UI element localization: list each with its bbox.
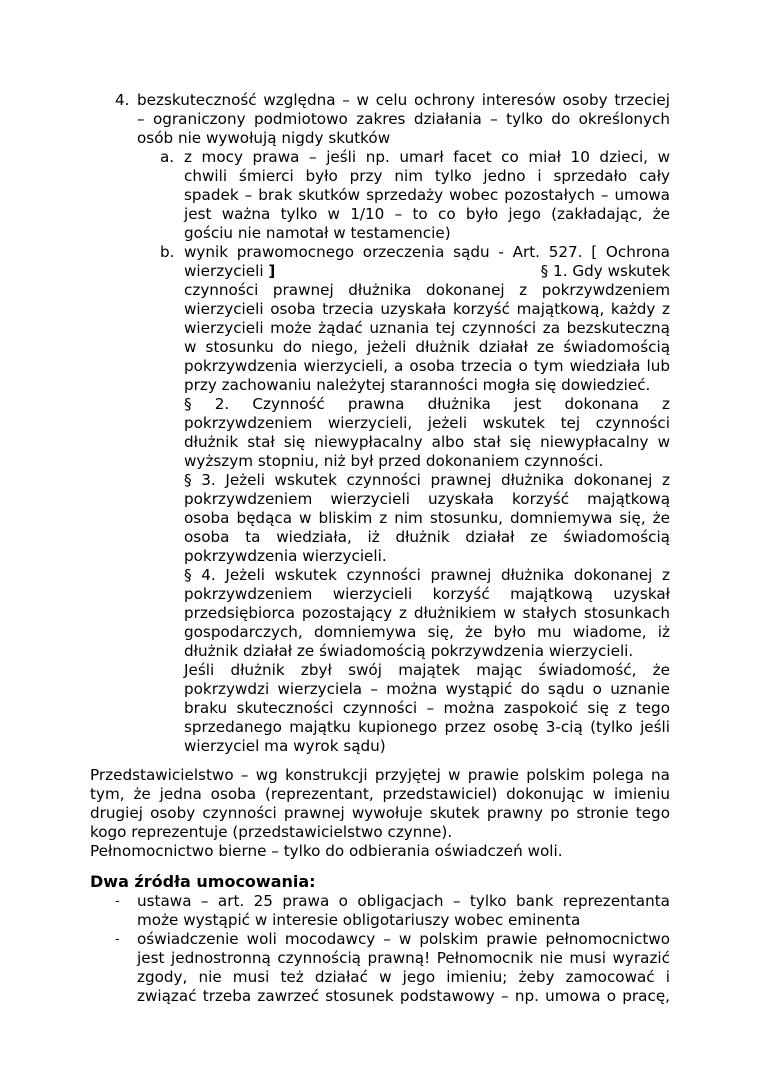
sub-b-line: § 3. Jeżeli wskutek czynności prawnej dłużnika dokonanej z — [184, 471, 670, 489]
sub-letter-b: b. — [160, 243, 175, 261]
sub-b-line: pokrzywdzenia wierzycieli. — [184, 547, 387, 565]
source-2-line-3: zgody, nie musi też działać w jego imieniu; żeby zamocować i — [137, 968, 670, 986]
sub-b-line: osoba będąca w bliskim z nim stosunku, domniemywa się, że — [184, 509, 670, 527]
list-number: 4. — [115, 91, 130, 109]
sub-b-line: pokrzywdzeniem wierzycieli korzyść majątkową uzyskał — [184, 585, 670, 603]
representation-line-1: Przedstawicielstwo – wg konstrukcji przyjętej w prawie polskim polega na — [90, 766, 670, 784]
sub-b-line: wierzyciel ma wyrok sądu) — [184, 737, 386, 755]
item4-line-1: bezskuteczność względna – w celu ochrony interesów osoby trzeciej — [137, 91, 670, 109]
representation-line-3: drugiej osoby czynności prawnej wywołuje skutek prawny po stronie tego — [90, 804, 670, 822]
sub-b-line: w stosunku do niego, jeżeli dłużnik działał ze świadomością — [184, 338, 670, 356]
sub-b-line: pokrzywdzeniem wierzycieli uzyskała korzyść majątkową — [184, 490, 670, 508]
sub-b-line: pokrzywdzenia wierzycieli, a osoba trzecia o tym wiedziała lub — [184, 357, 670, 375]
sub-a-line-4: jest ważna tylko w 1/10 – to co było jego (zakładając, że — [184, 205, 670, 223]
sub-b-line: przy zachowaniu należytej staranności mogła się dowiedzieć. — [184, 376, 651, 394]
sub-a-line-1: z mocy prawa – jeśli np. umarł facet co miał 10 dzieci, w — [184, 148, 670, 166]
item4-line-2: – ograniczony podmiotowo zakres działania – tylko do określonych — [137, 110, 670, 128]
sub-b-line: czynności prawnej dłużnika dokonanej z pokrzywdzeniem — [184, 281, 670, 299]
bracket-close: ] — [268, 262, 276, 280]
sub-a-line-5: gościu nie namotał w testamencie) — [184, 224, 451, 242]
sub-b-line: dłużnik działał ze świadomością pokrzywdzenia wierzycieli. — [184, 642, 634, 660]
source-2-line-1: oświadczenie woli mocodawcy – w polskim prawie pełnomocnictwo — [137, 930, 670, 948]
representation-line-2: tym, że jedna osoba (reprezentant, przedstawiciel) dokonując w imieniu — [90, 785, 670, 803]
sub-b-split-right: § 1. Gdy wskutek — [540, 262, 670, 280]
sub-b-split-text: wierzycieli — [184, 262, 264, 280]
sub-b-line: wierzycieli może żądać uznania tej czynności za bezskuteczną — [184, 319, 670, 337]
sub-b-line: sprzedanego majątku kupionego przez osobę 3-cią (tylko jeśli — [184, 718, 670, 736]
sub-letter-a: a. — [160, 148, 175, 166]
sub-a-line-2: chwili śmierci było przy nim tylko jedno i sprzedało cały — [184, 167, 670, 185]
sub-b-line: Jeśli dłużnik zbył swój majątek mając świadomość, że — [184, 661, 670, 679]
section-heading: Dwa źródła umocowania: — [90, 872, 316, 891]
sub-b-line: braku skuteczności czynności – można zaspokoić się z tego — [184, 699, 670, 717]
source-1-line-2: może wystąpić w interesie obligotariuszy wobec eminenta — [137, 911, 581, 929]
sub-b-line: dłużnik stał się niewypłacalny albo stał się niewypłacalny w — [184, 433, 670, 451]
sub-b-line-1: wynik prawomocnego orzeczenia sądu - Art. 527. [ Ochrona — [184, 243, 670, 261]
sub-b-line: osoba ta wiedziała, iż dłużnik działał ze świadomością — [184, 528, 670, 546]
representation-line-5: Pełnomocnictwo bierne – tylko do odbierania oświadczeń woli. — [90, 842, 563, 860]
sub-b-line: pokrzywdzeniem wierzycieli, jeżeli wskutek tej czynności — [184, 414, 670, 432]
sub-b-line: przedsiębiorca pozostający z dłużnikiem w stałych stosunkach — [184, 604, 670, 622]
sub-a-line-3: spadek – brak skutków sprzedaży wobec pozostałych – umowa — [184, 186, 670, 204]
sub-b-line: § 4. Jeżeli wskutek czynności prawnej dłużnika dokonanej z — [184, 566, 670, 584]
source-2-line-2: jest jednostronną czynnością prawną! Pełnomocnik nie musi wyrazić — [137, 949, 670, 967]
sub-b-split-left — [184, 262, 275, 281]
bullet-dash: - — [115, 932, 120, 947]
representation-line-4: kogo reprezentuje (przedstawicielstwo czynne). — [90, 823, 453, 841]
sub-b-line: § 2. Czynność prawna dłużnika jest dokonana z — [184, 395, 670, 413]
sub-b-line: wierzycieli osoba trzecia uzyskała korzyść majątkową, każdy z — [184, 300, 670, 318]
source-2-line-4: związać trzeba zawrzeć stosunek podstawowy – np. umowa o pracę, — [137, 987, 670, 1005]
bullet-dash: - — [115, 894, 120, 909]
sub-b-line: gospodarczych, domniemywa się, że było mu wiadome, iż — [184, 623, 670, 641]
sub-b-line: wyższym stopniu, niż był przed dokonaniem czynności. — [184, 452, 604, 470]
source-1-line-1: ustawa – art. 25 prawa o obligacjach – tylko bank reprezentanta — [137, 892, 670, 910]
sub-b-line: pokrzywdzi wierzyciela – można wystąpić do sądu o uznanie — [184, 680, 670, 698]
item4-line-3: osób nie wywołują nigdy skutków — [137, 129, 391, 147]
